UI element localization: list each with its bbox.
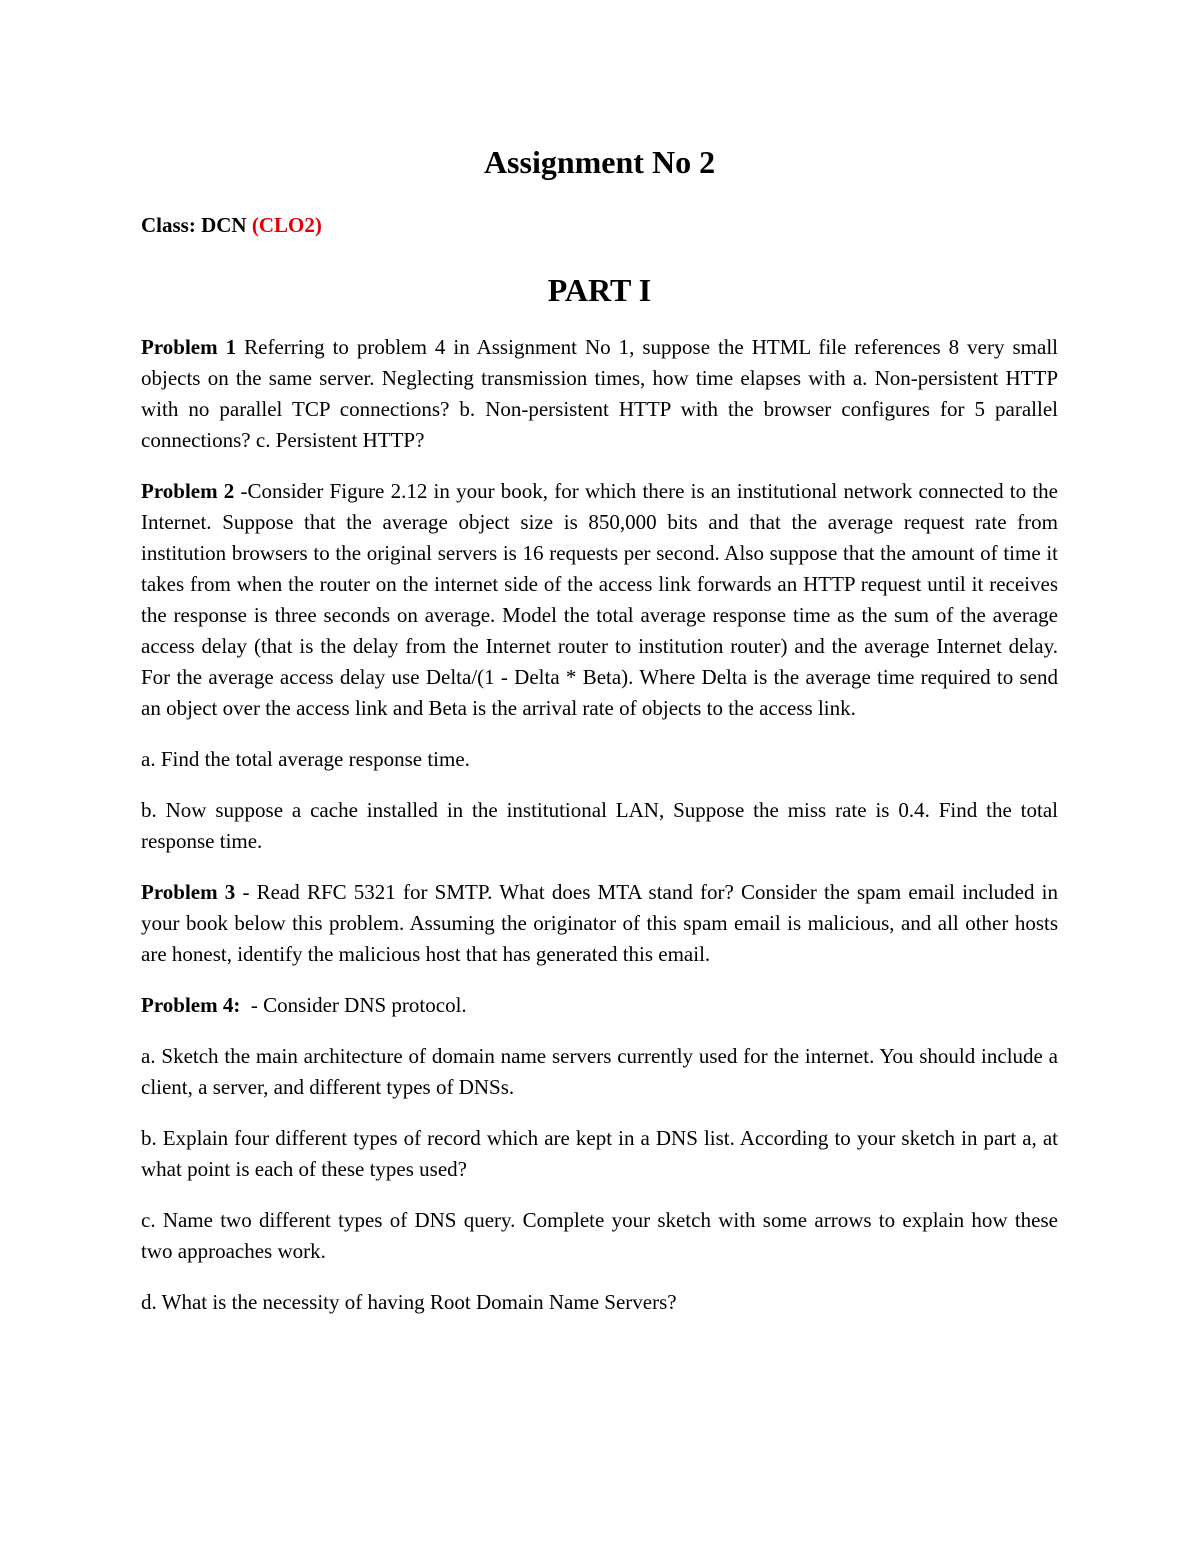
problem-4-part-d: d. What is the necessity of having Root Domain Name Servers? bbox=[141, 1290, 677, 1314]
problem-3-label: Problem 3 bbox=[141, 880, 236, 904]
clo-tag: (CLO2) bbox=[251, 213, 322, 237]
problem-3 bbox=[141, 877, 1058, 970]
class-label: Class: DCN bbox=[141, 213, 252, 237]
class-line bbox=[141, 210, 1058, 240]
problem-4 bbox=[141, 990, 1058, 1021]
document-title: Assignment No 2 bbox=[483, 144, 716, 180]
problem-2-label: Problem 2 bbox=[141, 479, 235, 503]
problem-4-text: - Consider DNS protocol. bbox=[240, 993, 467, 1017]
problem-1 bbox=[141, 332, 1058, 456]
problem-2-text: -Consider Figure 2.12 in your book, for which there is an institutional network connected to the Internet. Suppose that the average object size is 850,000 bits and that the average request rate from institution browsers to the original servers is 16 requests per second. Also suppose that the amount of time it takes from when the router on the internet side of the access link forwards an HTTP request until it receives the response is three seconds on average. Model the total average response time as the sum of the average access delay (that is the delay from the Internet router to institution router) and the average Internet delay. For the average access delay use Delta/(1 - Delta * Beta). Where Delta is the average time required to send an object over the access link and Beta is the arrival rate of objects to the access link. bbox=[141, 479, 1058, 720]
problem-4-part-c: c. Name two different types of DNS query. Complete your sketch with some arrows to explain how these two approaches work. bbox=[141, 1208, 1058, 1263]
document-body bbox=[141, 140, 1058, 1318]
part-heading: PART I bbox=[547, 272, 652, 308]
problem-4-part-a: a. Sketch the main architecture of domain name servers currently used for the internet. You should include a client, a server, and different types of DNSs. bbox=[141, 1044, 1058, 1099]
problem-2-part-b: b. Now suppose a cache installed in the institutional LAN, Suppose the miss rate is 0.4. Find the total response time. bbox=[141, 798, 1058, 853]
problem-4-part-b: b. Explain four different types of record which are kept in a DNS list. According to your sketch in part a, at what point is each of these types used? bbox=[141, 1126, 1058, 1181]
problem-4-label: Problem 4: bbox=[141, 993, 241, 1017]
problem-2 bbox=[141, 476, 1058, 724]
problem-1-text: Referring to problem 4 in Assignment No 1, suppose the HTML file references 8 very small objects on the same server. Neglecting transmission times, how time elapses with a. Non-persistent HTTP with no parallel TCP connections? b. Non-persistent HTTP with the browser configures for 5 parallel connections? c. Persistent HTTP? bbox=[141, 335, 1058, 452]
problem-2-part-a: a. Find the total average response time. bbox=[141, 747, 470, 771]
problem-3-text: - Read RFC 5321 for SMTP. What does MTA stand for? Consider the spam email included in your book below this problem. Assuming the originator of this spam email is malicious, and all other hosts are honest, identify the malicious host that has generated this email. bbox=[141, 880, 1058, 966]
problem-1-label: Problem 1 bbox=[141, 335, 237, 359]
